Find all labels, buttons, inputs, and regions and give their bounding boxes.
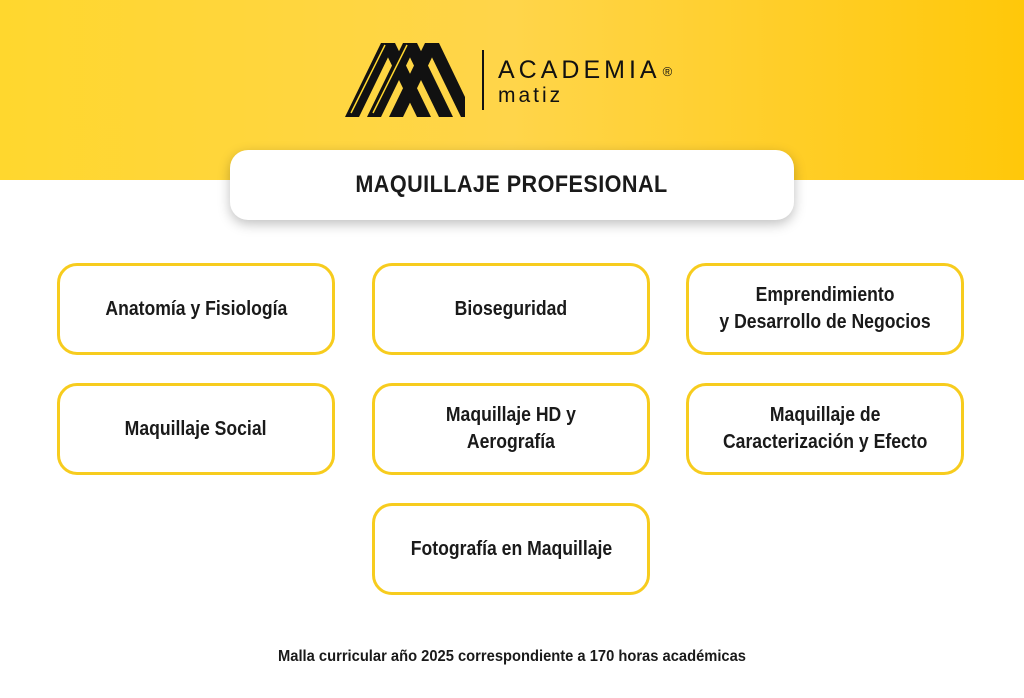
brand-name — [498, 56, 672, 85]
module-card — [372, 503, 650, 595]
module-card — [686, 263, 964, 355]
module-label: Maquillaje HD y Aerografía — [445, 404, 577, 453]
module-label: Fotografía en Maquillaje — [410, 537, 612, 560]
brand-name-text: ACADEMIA — [498, 56, 661, 84]
module-card — [57, 263, 335, 355]
module-label: Maquillaje de Caracterización y Efecto — [722, 404, 928, 453]
module-card — [57, 383, 335, 475]
module-label: Anatomía y Fisiología — [105, 297, 287, 320]
module-label: Bioseguridad — [454, 297, 568, 320]
module-label: Maquillaje Social — [125, 417, 267, 440]
module-card — [686, 383, 964, 475]
module-card — [372, 383, 650, 475]
brand-subtitle: matiz — [498, 84, 564, 107]
academia-matiz-logo-icon — [345, 43, 465, 117]
program-title-card — [230, 150, 794, 220]
program-title: MAQUILLAJE PROFESIONAL — [355, 171, 669, 198]
module-card — [372, 263, 650, 355]
footer-note: Malla curricular año 2025 correspondiente a 170 horas académicas — [278, 648, 746, 665]
logo-divider — [482, 50, 484, 110]
registered-mark: ® — [662, 64, 673, 79]
module-label: Emprendimiento y Desarrollo de Negocios — [719, 284, 931, 333]
